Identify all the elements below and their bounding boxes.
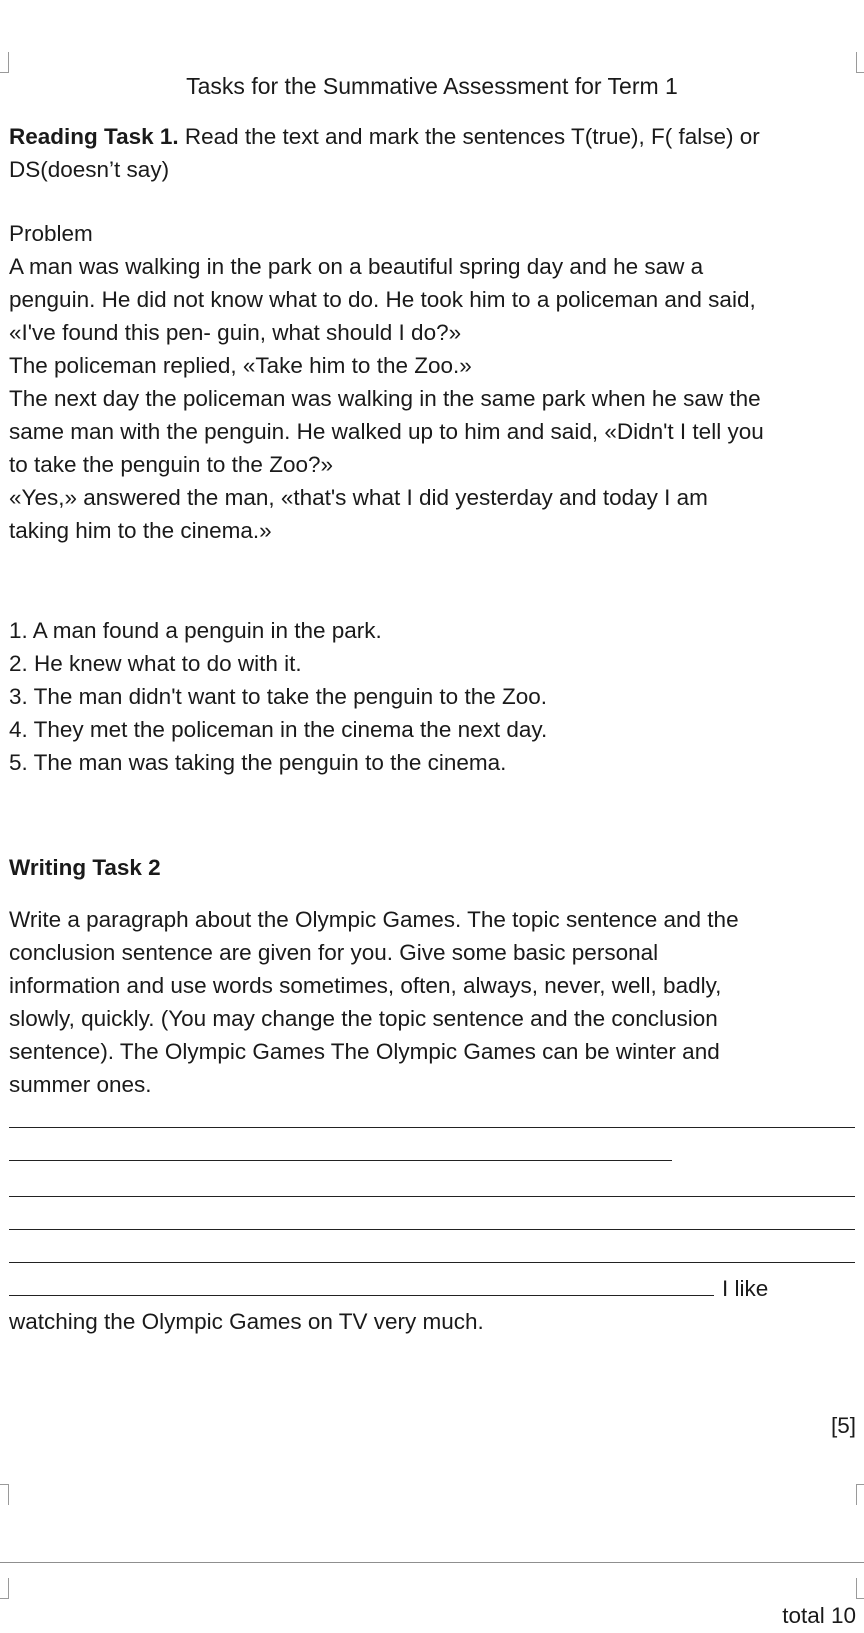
story-line: «Yes,» answered the man, «that's what I did yesterday and today I am <box>9 485 708 510</box>
page-divider <box>0 1562 864 1563</box>
answer-line[interactable] <box>9 1196 855 1197</box>
answer-line[interactable] <box>9 1262 855 1263</box>
writing-instruction-line: sentence). The Olympic Games The Olympic Games can be winter and <box>9 1039 720 1064</box>
answer-line[interactable] <box>9 1229 855 1230</box>
writing-instruction-line: information and use words sometimes, often, always, never, well, badly, <box>9 973 722 998</box>
statement-item: 3. The man didn't want to take the penguin to the Zoo. <box>9 684 547 709</box>
page-title: Tasks for the Summative Assessment for Term 1 <box>186 73 678 99</box>
answer-line[interactable] <box>9 1160 672 1161</box>
reading-task-instruction <box>9 120 857 154</box>
story-line: The next day the policeman was walking in the same park when he saw the <box>9 386 761 411</box>
statement-item: 1. A man found a penguin in the park. <box>9 618 382 643</box>
story-line: same man with the penguin. He walked up to him and said, «Didn't I tell you <box>9 419 764 444</box>
conclusion-sentence-end: watching the Olympic Games on TV very much. <box>9 1309 484 1334</box>
reading-task-heading: Reading Task 1. <box>9 124 179 149</box>
writing-instruction-line: Write a paragraph about the Olympic Games. The topic sentence and the <box>9 907 739 932</box>
reading-instruction-continued: DS(doesn’t say) <box>9 157 170 182</box>
writing-instruction-line: summer ones. <box>9 1072 152 1097</box>
story-line: penguin. He did not know what to do. He took him to a policeman and said, <box>9 287 756 312</box>
story-title: Problem <box>9 221 93 246</box>
answer-line[interactable] <box>9 1127 855 1128</box>
story-line: taking him to the cinema.» <box>9 518 272 543</box>
writing-instruction-line: slowly, quickly. (You may change the topic sentence and the conclusion <box>9 1006 718 1031</box>
statement-item: 4. They met the policeman in the cinema the next day. <box>9 717 548 742</box>
conclusion-sentence-start: I like <box>722 1276 769 1301</box>
page-corner-mark <box>0 1484 9 1505</box>
total-score: total 10 <box>782 1603 856 1628</box>
page-corner-mark <box>856 1578 864 1599</box>
page-corner-mark <box>856 1484 864 1505</box>
story-line: The policeman replied, «Take him to the Zoo.» <box>9 353 472 378</box>
statement-item: 2. He knew what to do with it. <box>9 651 302 676</box>
statement-item: 5. The man was taking the penguin to the cinema. <box>9 750 507 775</box>
writing-task-heading: Writing Task 2 <box>9 855 161 880</box>
story-line: A man was walking in the park on a beautiful spring day and he saw a <box>9 254 704 279</box>
story-line: «I've found this pen- guin, what should I do?» <box>9 320 462 345</box>
answer-line[interactable] <box>9 1295 714 1296</box>
task-marks: [5] <box>830 1413 856 1438</box>
page-corner-mark <box>0 1578 9 1599</box>
story-line: to take the penguin to the Zoo?» <box>9 452 333 477</box>
writing-instruction-line: conclusion sentence are given for you. Give some basic personal <box>9 940 659 965</box>
reading-instruction-text: Read the text and mark the sentences T(true), F( false) or <box>178 124 760 149</box>
